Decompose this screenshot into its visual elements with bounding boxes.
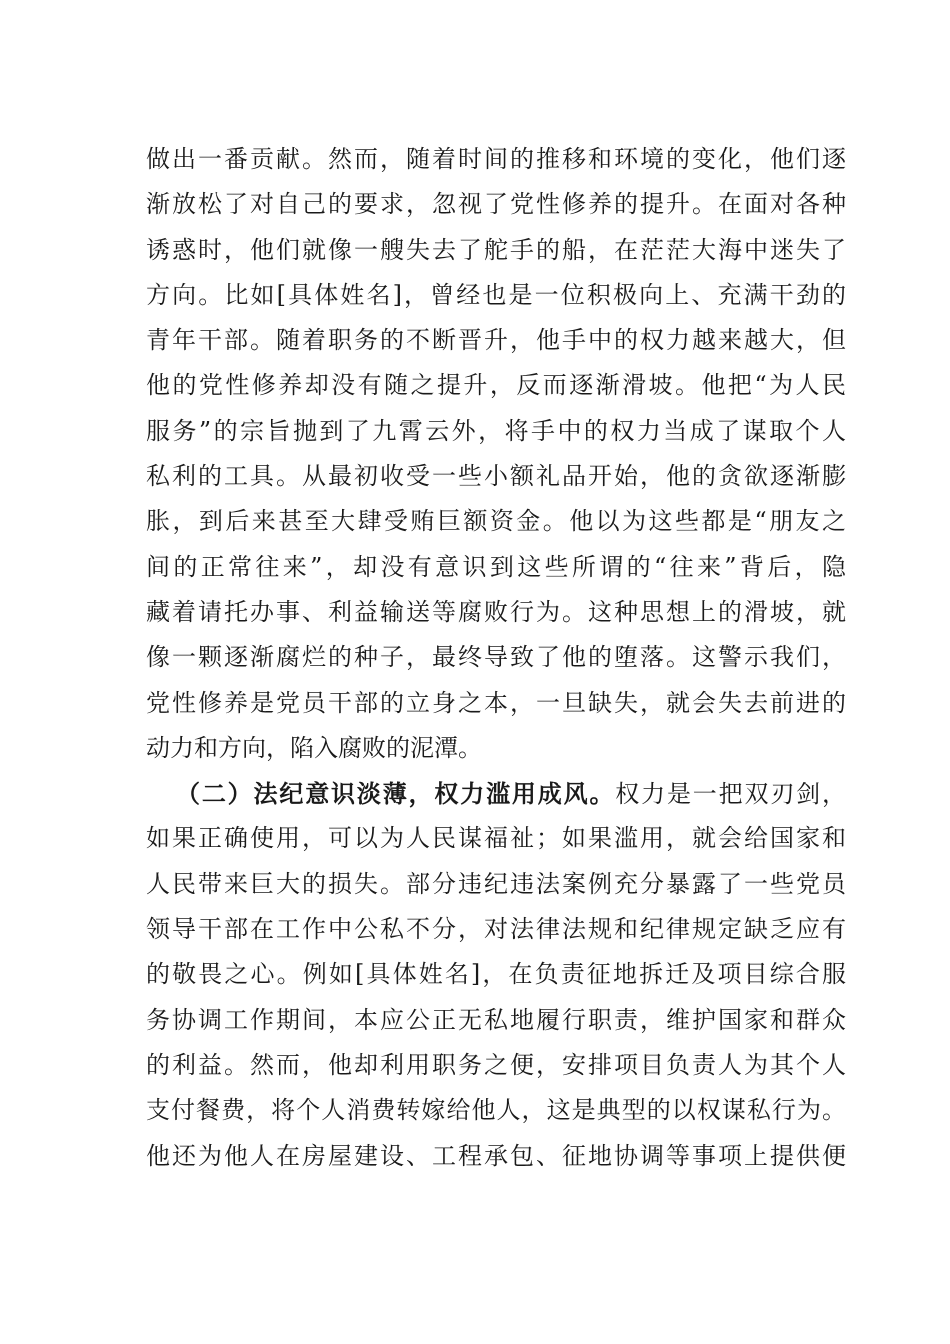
- text-line: 人民带来巨大的损失。部分违纪违法案例充分暴露了一些党员: [146, 869, 846, 898]
- text-line: 他的党性修养却没有随之提升，反而逐渐滑坡。他把“为人民: [146, 371, 846, 400]
- text-line: 渐放松了对自己的要求，忽视了党性修养的提升。在面对各种: [146, 190, 846, 219]
- text-line: 像一颗逐渐腐烂的种子，最终导致了他的堕落。这警示我们，: [146, 643, 846, 672]
- section-heading: （二）法纪意识淡薄，权力滥用成风。: [176, 779, 616, 809]
- text-line: 党性修养是党员干部的立身之本，一旦缺失，就会失去前进的: [146, 688, 846, 717]
- paragraph-end-line: 动力和方向，陷入腐败的泥潭。: [146, 733, 482, 762]
- text-line: 方向。比如[具体姓名]，曾经也是一位积极向上、充满干劲的: [146, 280, 846, 309]
- text-line: 务协调工作期间，本应公正无私地履行职责，维护国家和群众: [146, 1005, 846, 1034]
- text-line: 领导干部在工作中公私不分，对法律法规和纪律规定缺乏应有: [146, 915, 846, 944]
- section-heading-line: [146, 771, 846, 816]
- text-line: 支付餐费，将个人消费转嫁给他人，这是典型的以权谋私行为。: [146, 1096, 846, 1125]
- text-line: 间的正常往来”，却没有意识到这些所谓的“往来”背后，隐: [146, 552, 846, 581]
- body-text: [146, 137, 846, 1179]
- section-heading-continuation: 权力是一把双刃剑，: [615, 780, 847, 809]
- text-line: 青年干部。随着职务的不断晋升，他手中的权力越来越大，但: [146, 326, 846, 355]
- text-line: 如果正确使用，可以为人民谋福祉；如果滥用，就会给国家和: [146, 824, 846, 853]
- text-line: 胀，到后来甚至大肆受贿巨额资金。他以为这些都是“朋友之: [146, 507, 846, 536]
- text-line: 做出一番贡献。然而，随着时间的推移和环境的变化，他们逐: [146, 145, 846, 173]
- text-line: 他还为他人在房屋建设、工程承包、征地协调等事项上提供便: [146, 1141, 846, 1170]
- text-line: 的敬畏之心。例如[具体姓名]，在负责征地拆迁及项目综合服: [146, 960, 846, 989]
- text-line: 服务”的宗旨抛到了九霄云外，将手中的权力当成了谋取个人: [146, 416, 846, 445]
- text-line: 藏着请托办事、利益输送等腐败行为。这种思想上的滑坡，就: [146, 597, 846, 626]
- text-line: 诱惑时，他们就像一艘失去了舵手的船，在茫茫大海中迷失了: [146, 235, 846, 264]
- text-line: 私利的工具。从最初收受一些小额礼品开始，他的贪欲逐渐膨: [146, 462, 846, 491]
- text-line: 的利益。然而，他却利用职务之便，安排项目负责人为其个人: [146, 1050, 846, 1079]
